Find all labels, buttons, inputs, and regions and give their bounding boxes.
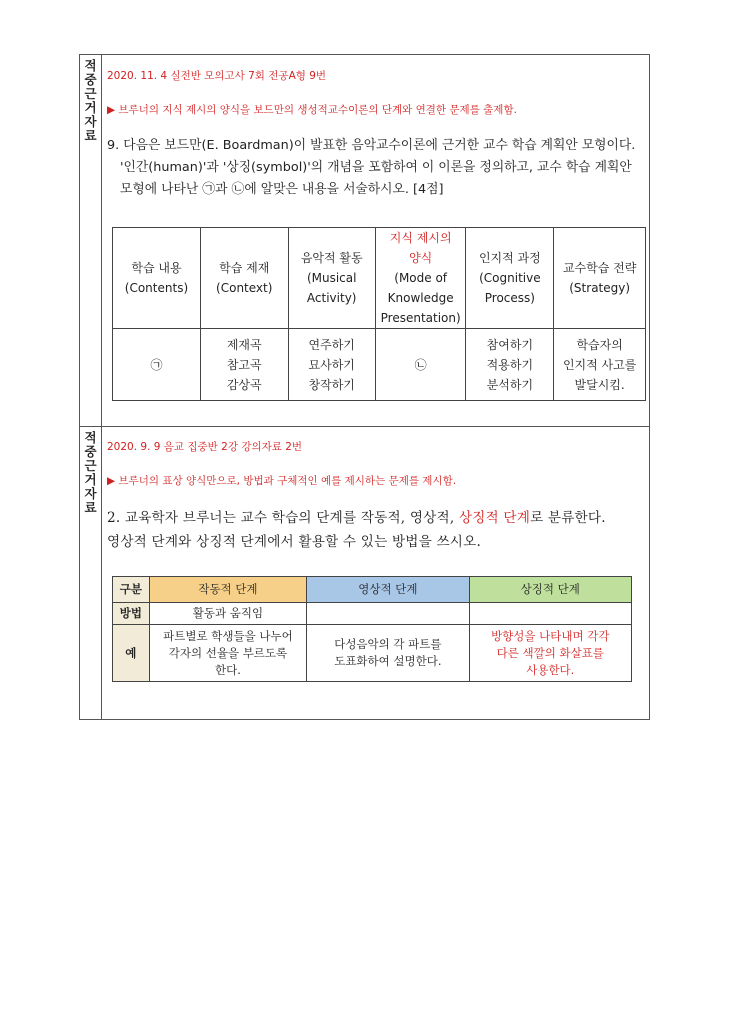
header-cell-highlight: 지식 제시의 양식 (Mode of Knowledge Presentation) <box>375 228 466 329</box>
side-label-column <box>80 427 102 719</box>
question-text: 9. 다음은 보드만(E. Boardman)이 발표한 음악교수이론에 근거한 교수 학습 계획안 모형이다. '인간(human)'과 '상징(symbol)'의 개념을 포함하여 이 이론을 정의하고, 교수 학습 계획안 모형에 나타난 ㉠과 ㉡에 알맞은 내용을 서술하시오. [4점] <box>107 138 636 197</box>
header-cell: 음악적 활동 (Musical Activity) <box>288 228 375 329</box>
table-header-row <box>113 577 632 603</box>
table-cell: 연주하기 묘사하기 창작하기 <box>288 329 375 401</box>
table-cell <box>307 603 469 625</box>
header-enactive: 작동적 단계 <box>149 577 306 603</box>
header-cell: 학습 내용 (Contents) <box>113 228 201 329</box>
table-cell: 학습자의 인지적 사고를 발달시킴. <box>554 329 646 401</box>
side-label: 적 중 근 거 자 료 <box>84 430 97 515</box>
section-2 <box>80 427 649 719</box>
header-iconic: 영상적 단계 <box>307 577 469 603</box>
document-frame <box>79 54 650 720</box>
header-symbolic: 상징적 단계 <box>469 577 631 603</box>
table-cell: 다성음악의 각 파트를 도표화하여 설명한다. <box>307 625 469 682</box>
row-label: 방법 <box>113 603 150 625</box>
exam-note: ▶ 브루너의 표상 양식만으로, 방법과 구체적인 예를 제시하는 문제를 제시함. <box>107 475 457 487</box>
table-cell: 방향성을 나타내며 각각 다른 색깔의 화살표를 사용한다. <box>469 625 631 682</box>
source-reference: 2020. 11. 4 실전반 모의고사 7회 전공A형 9번 <box>107 70 327 82</box>
side-label-column <box>80 55 102 426</box>
section-1 <box>80 55 649 427</box>
section-2-content <box>101 427 649 719</box>
header-cell: 학습 제재 (Context) <box>200 228 288 329</box>
header-cell: 인지적 과정 (Cognitive Process) <box>466 228 554 329</box>
section-1-content <box>101 55 649 426</box>
table-cell: 활동과 움직임 <box>149 603 306 625</box>
table-header-row <box>113 228 646 329</box>
side-label: 적 중 근 거 자 료 <box>84 58 97 143</box>
table-cell <box>469 603 631 625</box>
table-cell: 참여하기 적용하기 분석하기 <box>466 329 554 401</box>
table-cell: ㉡ <box>375 329 466 401</box>
lesson-plan-table <box>112 227 646 401</box>
table-cell: 제재곡 참고곡 감상곡 <box>200 329 288 401</box>
bruner-stage-table <box>112 576 632 682</box>
header-cell: 교수학습 전략 (Strategy) <box>554 228 646 329</box>
table-row <box>113 603 632 625</box>
exam-note: ▶ 브루너의 지식 제시의 양식을 보드만의 생성적교수이론의 단계와 연결한 문제를 출제함. <box>107 104 517 116</box>
table-row <box>113 329 646 401</box>
table-cell: ㉠ <box>113 329 201 401</box>
question-text: 2. 교육학자 브루너는 교수 학습의 단계를 작동적, 영상적, 상징적 단계로 분류한다. 영상적 단계와 상징적 단계에서 활용할 수 있는 방법을 쓰시오. <box>107 510 606 550</box>
highlighted-term: 상징적 단계 <box>458 510 531 526</box>
corner-cell: 구분 <box>113 577 150 603</box>
source-reference: 2020. 9. 9 음교 집중반 2강 강의자료 2번 <box>107 441 303 453</box>
row-label: 예 <box>113 625 150 682</box>
table-cell: 파트별로 학생들을 나누어 각자의 선율을 부르도록 한다. <box>149 625 306 682</box>
table-row <box>113 625 632 682</box>
